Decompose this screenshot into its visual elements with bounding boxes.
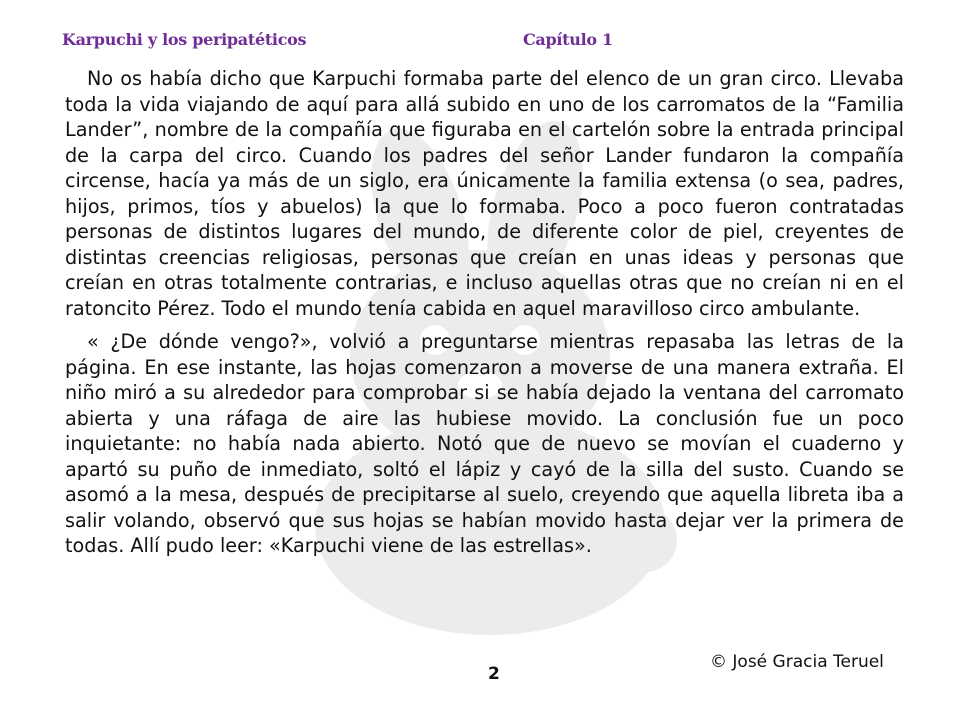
page-number: 2: [488, 664, 500, 684]
page-content: [65, 66, 904, 567]
chapter-title: Capítulo 1: [523, 30, 613, 49]
book-title: Karpuchi y los peripatéticos: [62, 30, 307, 49]
copyright-notice: © José Gracia Teruel: [710, 652, 884, 672]
paragraph: « ¿De dónde vengo?», volvió a preguntarse mientras repasaba las letras de la página. En ese instante, las hojas comenzaron a moverse de una manera extraña. El niño miró a su alrededor para comprobar si se había dejado la ventana del carromato abierta y una ráfaga de aire las hubiese movido. La conclusión fue un poco inquietante: no había nada abierto. Notó que de nuevo se movían el cuaderno y apartó su puño de inmediato, soltó el lápiz y cayó de la silla del susto. Cuando se asomó a la mesa, después de precipitarse al suelo, creyendo que aquella libreta iba a salir volando, observó que sus hojas se habían movido hasta dejar ver la primera de todas. Allí pudo leer: «Karpuchi viene de las estrellas».: [65, 330, 904, 557]
paragraph: No os había dicho que Karpuchi formaba parte del elenco de un gran circo. Llevaba toda la vida viajando de aquí para allá subido en uno de los carromatos de la “Familia Lander”, nombre de la compañía que figuraba en el cartelón sobre la entrada principal de la carpa del circo. Cuando los padres del señor Lander fundaron la compañía circense, hacía ya más de un siglo, era únicamente la familia extensa (o sea, padres, hijos, primos, tíos y abuelos) la que lo formaba. Poco a poco fueron contratadas personas de distintos lugares del mundo, de diferente color de piel, creyentes de distintas creencias religiosas, personas que creían en unas ideas y personas que creían en otras totalmente contrarias, e incluso aquellas otras que no creían ni en el ratoncito Pérez. Todo el mundo tenía cabida en aquel maravilloso circo ambulante.: [65, 67, 904, 320]
